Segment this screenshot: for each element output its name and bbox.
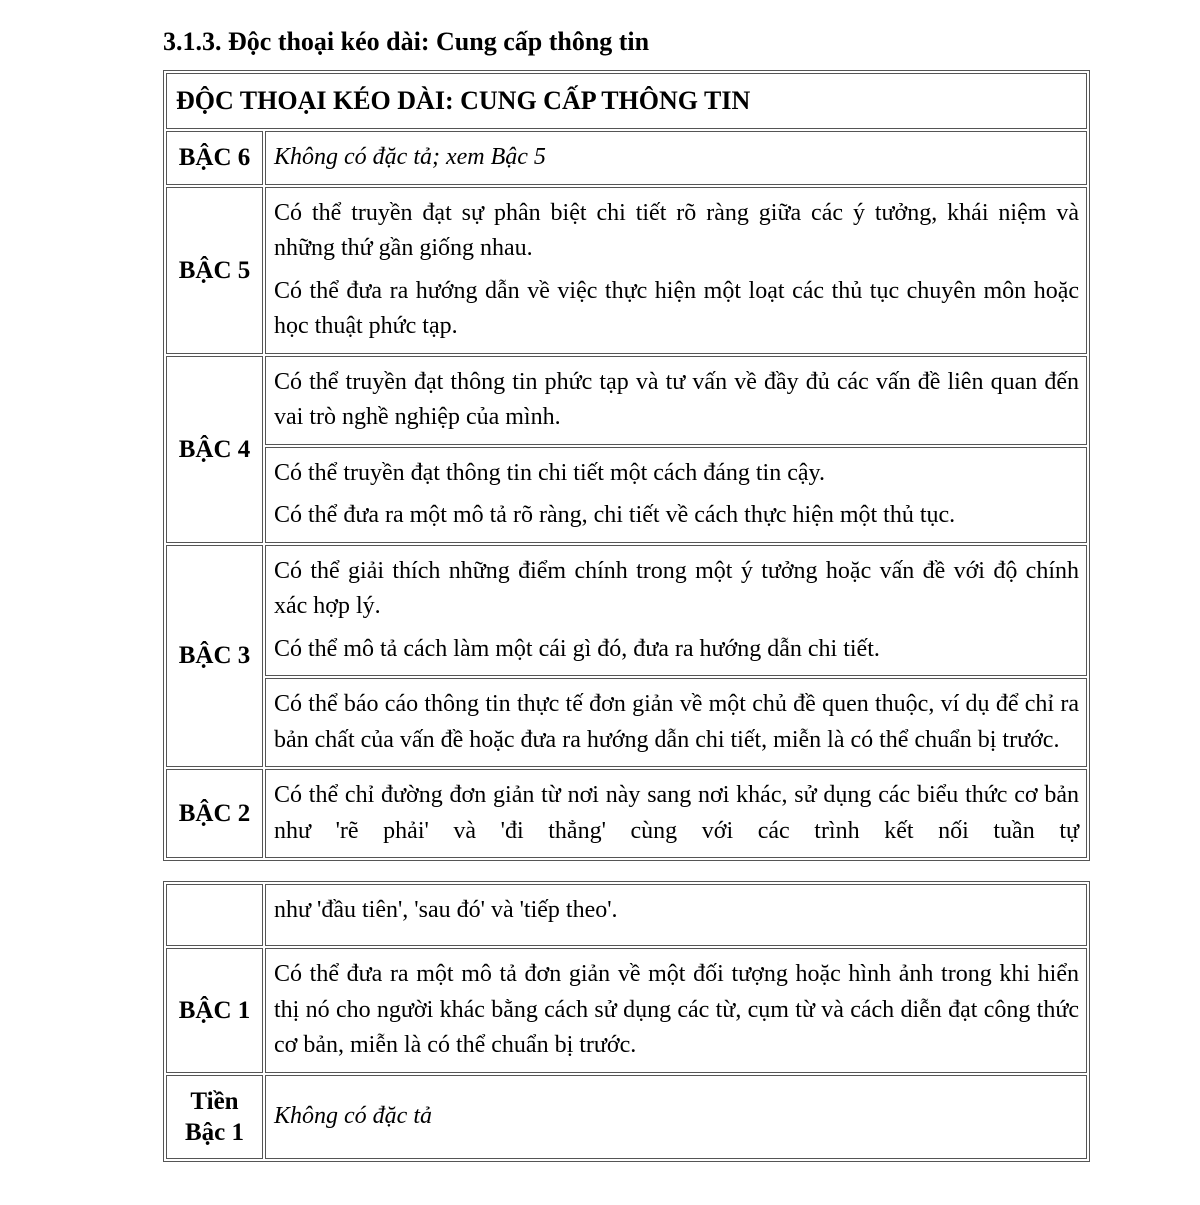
descriptor-text: Có thể đưa ra một mô tả rõ ràng, chi tiết về cách thực hiện một thủ tục. (274, 502, 956, 529)
level-descriptor-cell (265, 1075, 1087, 1159)
descriptor-text: Có thể truyền đạt sự phân biệt chi tiết rõ ràng giữa các ý tưởng, khái niệm và những thứ gần giống nhau. (274, 199, 1079, 262)
table-row (166, 948, 1087, 1073)
table-row (166, 187, 1087, 354)
table-row (166, 545, 1087, 677)
level-label-bac-3: BẬC 3 (166, 545, 263, 768)
table-row (166, 884, 1087, 946)
table-row (166, 356, 1087, 445)
descriptor-text: Có thể mô tả cách làm một cái gì đó, đưa ra hướng dẫn chi tiết. (274, 635, 880, 662)
level-descriptor-cell (265, 948, 1087, 1073)
table-row (166, 678, 1087, 767)
descriptor-text: Có thể giải thích những điểm chính trong một ý tưởng hoặc vấn đề với độ chính xác hợp lý. (274, 557, 1079, 620)
section-heading: 3.1.3. Độc thoại kéo dài: Cung cấp thông tin (163, 27, 650, 56)
page-break-gap (163, 861, 1090, 881)
level-descriptor-cell (265, 545, 1087, 677)
descriptor-text: Có thể đưa ra một mô tả đơn giản về một đối tượng hoặc hình ảnh trong khi hiển thị nó cho người khác bằng cách sử dụng các từ, cụm từ và cách diễn đạt công thức cơ bản, miễn là có thể chuẩn bị trước. (274, 961, 1079, 1059)
level-descriptor-cell (265, 131, 1087, 185)
level-descriptor-cell (265, 447, 1087, 543)
descriptor-text: Có thể đưa ra hướng dẫn về việc thực hiện một loạt các thủ tục chuyên môn hoặc học thuật phức tạp. (274, 277, 1079, 340)
competency-table-part1 (163, 70, 1090, 861)
table-row (166, 1075, 1087, 1159)
descriptor-text: như 'đầu tiên', 'sau đó' và 'tiếp theo'. (274, 897, 618, 924)
level-descriptor-cell (265, 884, 1087, 946)
descriptor-text: Có thể chỉ đường đơn giản từ nơi này sang nơi khác, sử dụng các biểu thức cơ bản như 'rẽ phải' và 'đi thẳng' cùng với các trình kết nối tuần tự (274, 782, 1079, 844)
table-title: ĐỘC THOẠI KÉO DÀI: CUNG CẤP THÔNG TIN (166, 73, 1087, 129)
level-descriptor-cell (265, 678, 1087, 767)
level-label-bac-4: BẬC 4 (166, 356, 263, 543)
level-label-bac-5: BẬC 5 (166, 187, 263, 354)
descriptor-text: Không có đặc tả; xem Bậc 5 (274, 144, 546, 171)
level-descriptor-cell (265, 187, 1087, 354)
level-label-bac-1: BẬC 1 (166, 948, 263, 1073)
table-title-row (166, 73, 1087, 129)
descriptor-text: Có thể truyền đạt thông tin chi tiết một cách đáng tin cậy. (274, 459, 825, 486)
descriptor-text: Không có đặc tả (274, 1103, 432, 1130)
competency-table-part2 (163, 881, 1090, 1162)
descriptor-text: Có thể truyền đạt thông tin phức tạp và tư vấn về đầy đủ các vấn đề liên quan đến vai trò nghề nghiệp của mình. (274, 368, 1079, 431)
level-descriptor-cell (265, 769, 1087, 858)
level-descriptor-cell (265, 356, 1087, 445)
descriptor-text: Có thể báo cáo thông tin thực tế đơn giản về một chủ đề quen thuộc, ví dụ để chỉ ra bản chất của vấn đề hoặc đưa ra hướng dẫn chi tiết, miễn là có thể chuẩn bị trước. (274, 691, 1079, 753)
table-row (166, 769, 1087, 858)
table-row (166, 131, 1087, 185)
level-label-bac-6: BẬC 6 (166, 131, 263, 185)
level-label-empty (166, 884, 263, 946)
level-label-tien-bac-1: Tiền Bậc 1 (166, 1075, 263, 1159)
table-row (166, 447, 1087, 543)
level-label-bac-2: BẬC 2 (166, 769, 263, 858)
